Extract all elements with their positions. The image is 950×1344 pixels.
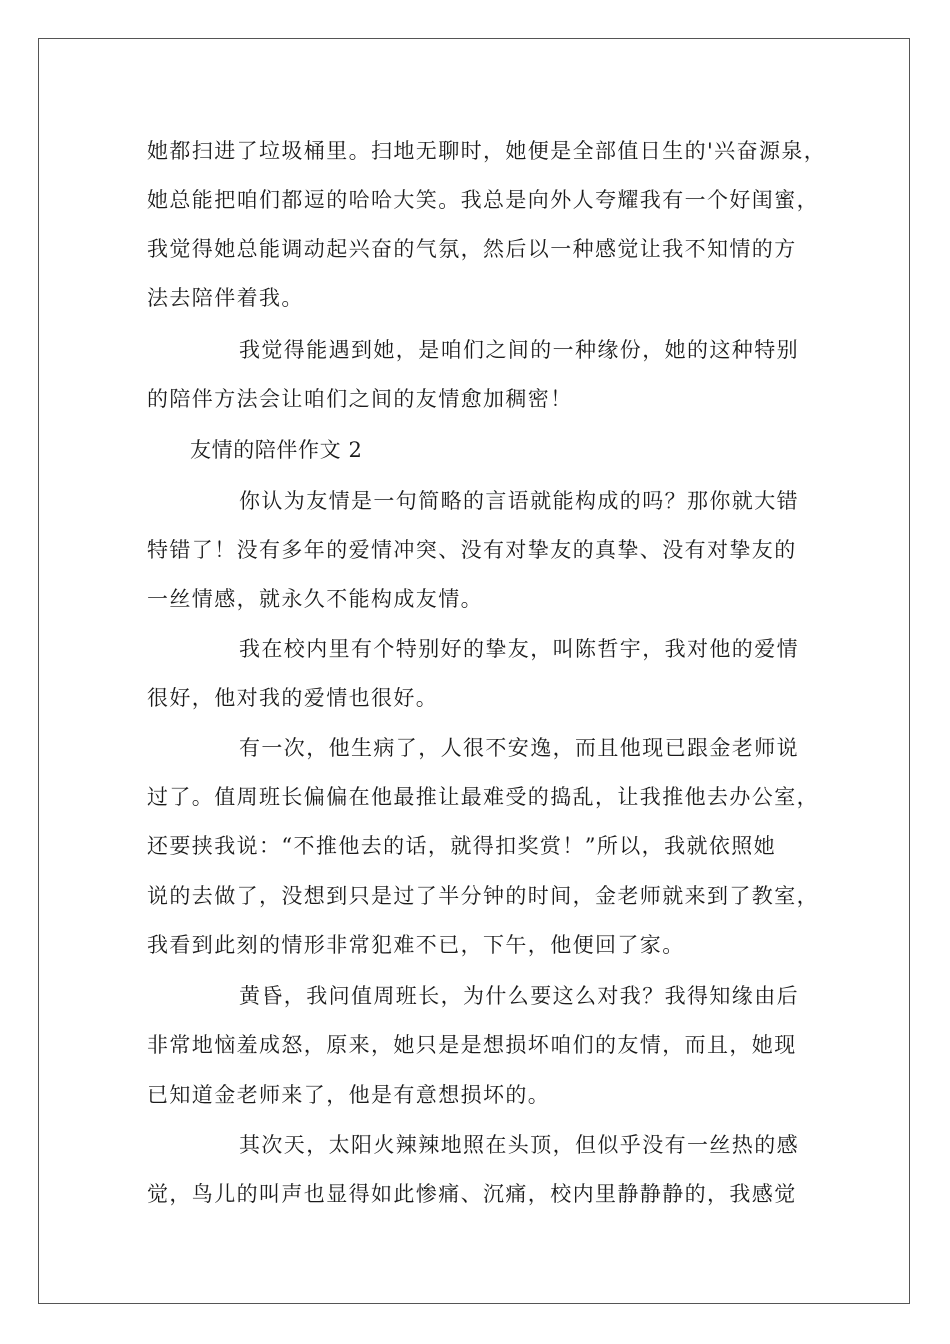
page-border [38,38,910,1304]
paragraph-line: 其次天，太阳火辣辣地照在头顶，但似乎没有一丝热的感 [239,1133,799,1157]
paragraph-line: 特错了！没有多年的爱情冲突、没有对挚友的真挚、没有对挚友的 [147,538,797,562]
paragraph-line: 一丝情感，就永久不能构成友情。 [147,587,483,611]
paragraph-line: 说的去做了，没想到只是过了半分钟的时间，金老师就来到了教室， [147,884,819,908]
paragraph-line: 已知道金老师来了，他是有意想损坏的。 [147,1083,551,1107]
paragraph-line: 我觉得能遇到她，是咱们之间的一种缘份，她的这种特别 [239,338,799,362]
paragraph-line: 我看到此刻的情形非常犯难不已，下午，他便回了家。 [147,933,685,957]
section-heading: 友情的陪伴作文 2 [190,438,363,462]
paragraph-line: 有一次，他生病了，人很不安逸，而且他现已跟金老师说 [239,736,799,760]
paragraph-line: 还要挟我说：“不推他去的话，就得扣奖赏！”所以，我就依照她 [147,834,777,858]
paragraph-line: 黄昏，我问值周班长，为什么要这么对我？我得知缘由后 [239,984,799,1008]
paragraph-line: 她总能把咱们都逗的哈哈大笑。我总是向外人夸耀我有一个好闺蜜， [147,188,819,212]
paragraph-line: 非常地恼羞成怒，原来，她只是是想损坏咱们的友情，而且，她现 [147,1033,797,1057]
paragraph-line: 我在校内里有个特别好的挚友，叫陈哲宇，我对他的爱情 [239,637,799,661]
paragraph-line: 法去陪伴着我。 [147,286,304,310]
paragraph-line: 过了。值周班长偏偏在他最推让最难受的捣乱，让我推他去办公室， [147,785,819,809]
paragraph-line: 觉，鸟儿的叫声也显得如此惨痛、沉痛，校内里静静静的，我感觉 [147,1182,797,1206]
paragraph-line: 你认为友情是一句简略的言语就能构成的吗？那你就大错 [239,489,799,513]
paragraph-line: 很好，他对我的爱情也很好。 [147,686,439,710]
paragraph-line: 我觉得她总能调动起兴奋的气氛，然后以一种感觉让我不知情的方 [147,237,797,261]
paragraph-line: 她都扫进了垃圾桶里。扫地无聊时，她便是全部值日生的'兴奋源泉， [147,139,827,163]
paragraph-line: 的陪伴方法会让咱们之间的友情愈加稠密！ [147,387,573,411]
